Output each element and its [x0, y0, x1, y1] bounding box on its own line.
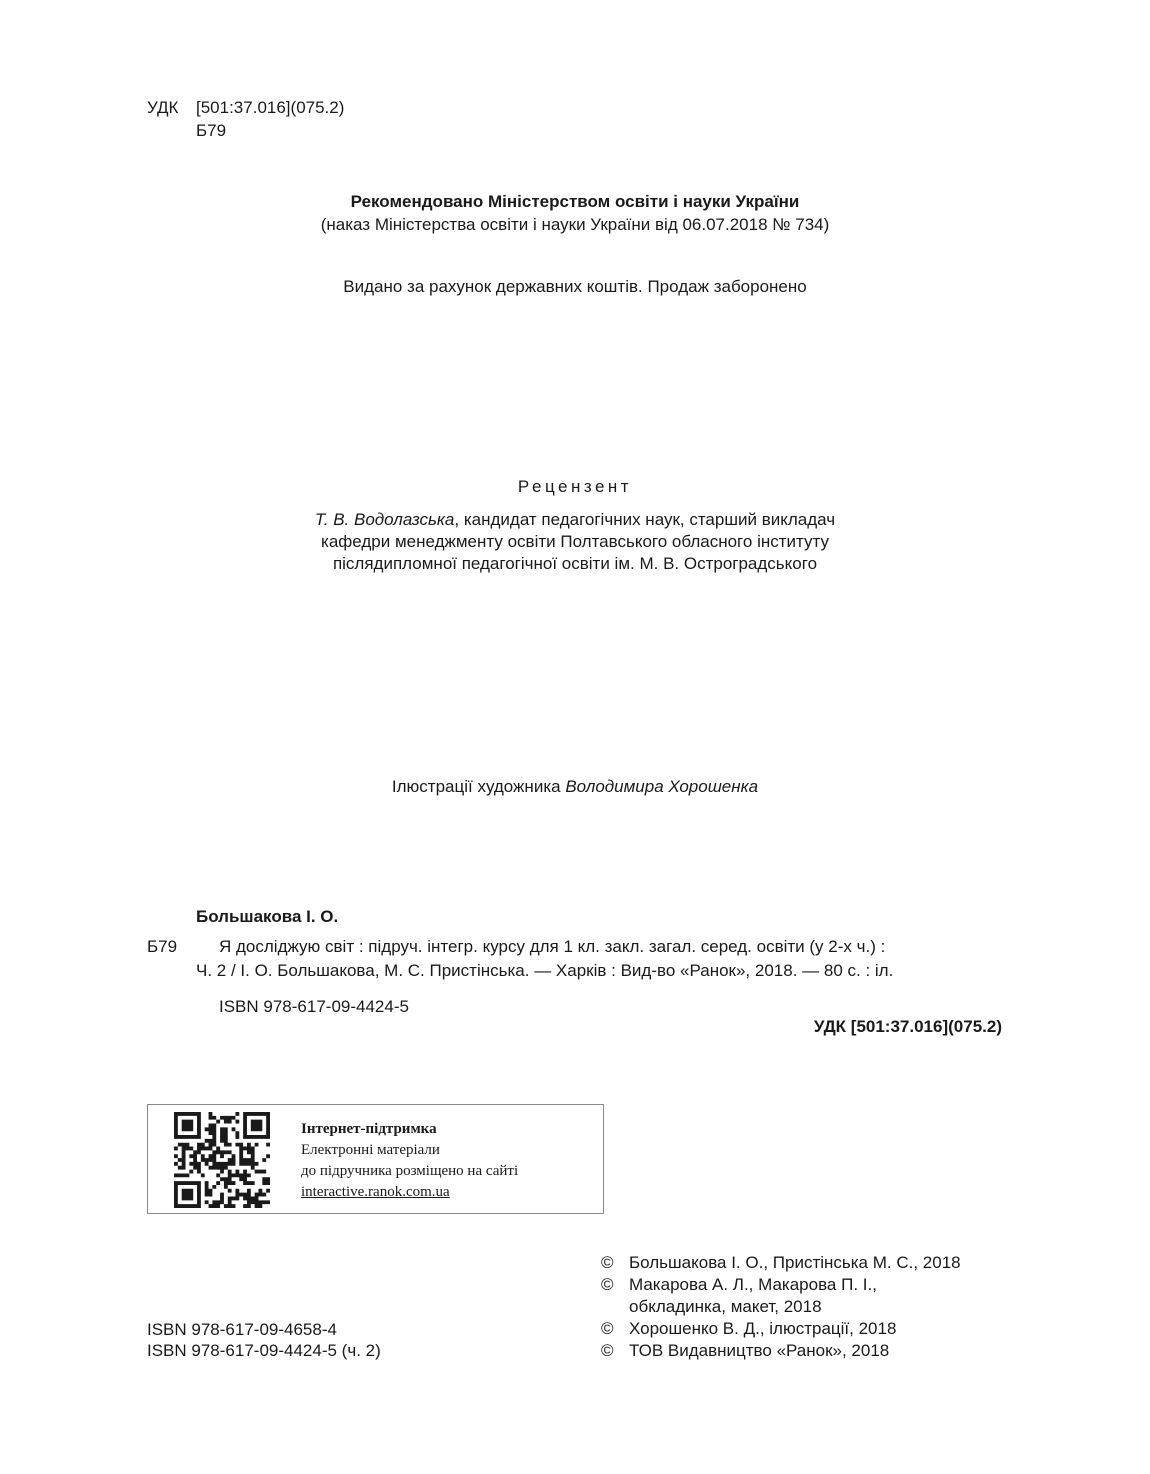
copyright-symbol: ©: [601, 1253, 614, 1272]
catalog-mark: Б79: [147, 937, 178, 956]
approval-title: Рекомендовано Міністерством освіти і науки України: [350, 192, 800, 211]
copyright-text-1: Большакова І. О., Пристінська М. С., 2018: [629, 1253, 961, 1272]
sale-note: Видано за рахунок державних коштів. Продаж заборонено: [343, 277, 807, 296]
internet-support-text: [301, 1119, 518, 1203]
approval-order: (наказ Міністерства освіти і науки України від 06.07.2018 № 734): [320, 215, 830, 234]
internet-support-line-2: до підручника розміщено на сайті: [301, 1163, 519, 1179]
illustrations-artist: Володимира Хорошенка: [565, 777, 759, 796]
reviewer-name: Т. В. Водолазська: [314, 510, 455, 529]
internet-support-box: [147, 1104, 604, 1214]
copyright-text-3: Хорошенко В. Д., ілюстрації, 2018: [629, 1319, 897, 1338]
reviewer-line-3: післядипломної педагогічної освіти ім. М. В. Остроградського: [332, 554, 818, 573]
copyright-text-2b: обкладинка, макет, 2018: [629, 1297, 822, 1316]
author-mark: Б79: [196, 121, 227, 140]
illustrations-prefix: Ілюстрації художника: [391, 777, 566, 796]
catalog-udk: УДК [501:37.016](075.2): [813, 1017, 1002, 1036]
reviewer-line-2: кафедри менеджменту освіти Полтавського обласного інституту: [321, 532, 829, 551]
illustrations-credit: [0, 777, 1150, 797]
copyright-text-4: ТОВ Видавництво «Ранок», 2018: [629, 1341, 890, 1360]
reviewer-heading: Рецензент: [517, 477, 633, 496]
copyright-symbol: ©: [601, 1275, 614, 1294]
copyright-text-2a: Макарова А. Л., Макарова П. І.,: [629, 1275, 877, 1294]
internet-support-title: Інтернет-підтримка: [301, 1121, 437, 1137]
reviewer-line-1: [0, 509, 1150, 531]
isbn-1: ISBN 978-617-09-4658-4: [147, 1320, 337, 1339]
copyright-symbol: ©: [601, 1319, 614, 1338]
copyright-symbol: ©: [601, 1341, 614, 1360]
catalog-author: Большакова І. О.: [196, 907, 339, 926]
catalog-isbn: ISBN 978-617-09-4424-5: [219, 997, 409, 1016]
reviewer-title: , кандидат педагогічних наук, старший викладач: [454, 510, 836, 529]
qr-finder-pattern: [174, 1112, 201, 1139]
internet-support-line-1: Електронні матеріали: [301, 1142, 440, 1158]
qr-code-icon[interactable]: [174, 1112, 270, 1208]
internet-support-url[interactable]: interactive.ranok.com.ua: [301, 1184, 450, 1200]
qr-finder-pattern: [243, 1112, 270, 1139]
catalog-line-2: Ч. 2 / І. О. Большакова, М. С. Пристінська. — Харків : Вид-во «Ранок», 2018. — 80 с. : іл.: [196, 961, 894, 980]
copyright-block: [601, 1253, 1021, 1363]
qr-finder-pattern: [174, 1181, 201, 1208]
udk-code: [501:37.016](075.2): [196, 98, 345, 117]
catalog-line-1: Я досліджую світ : підруч. інтегр. курсу для 1 кл. закл. загал. серед. освіти (у 2-х ч.) :: [219, 937, 886, 956]
udk-label: УДК: [147, 98, 179, 117]
isbn-2: ISBN 978-617-09-4424-5 (ч. 2): [147, 1341, 381, 1360]
